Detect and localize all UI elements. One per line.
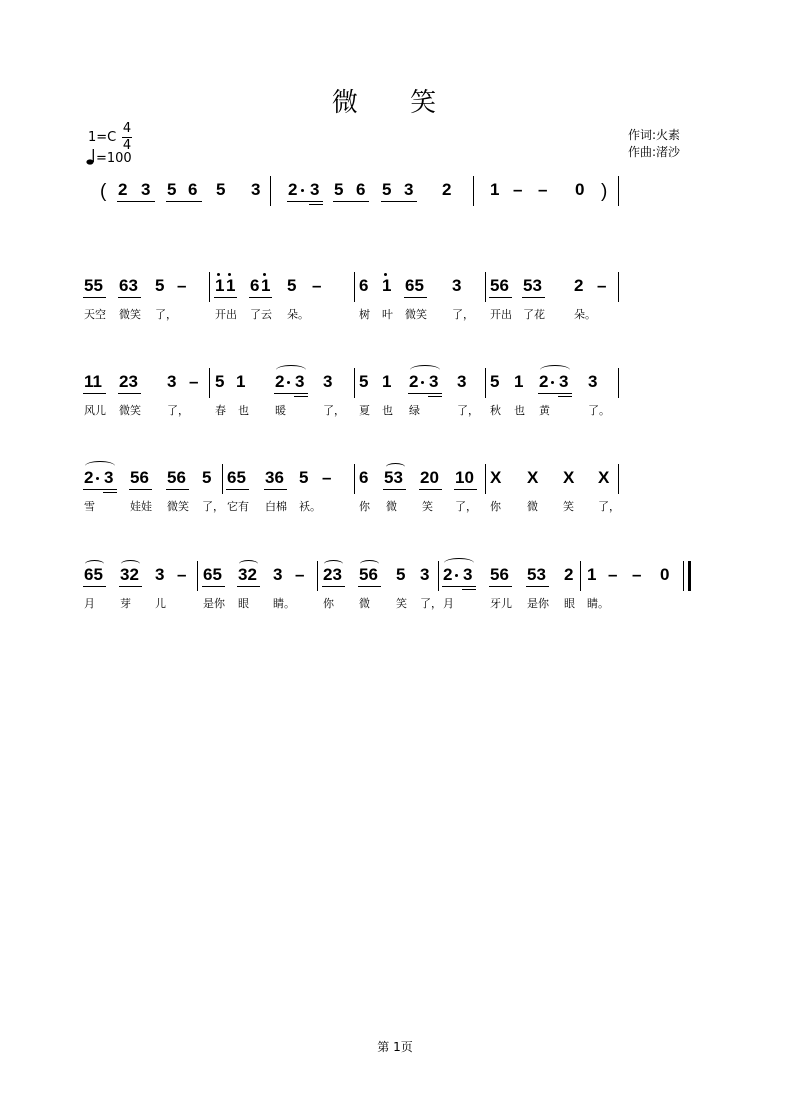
tempo-mark	[86, 148, 132, 166]
song-title: 微 笑	[331, 88, 459, 118]
lyricist-credit: 作词:火素	[628, 128, 681, 142]
quarter-note-icon	[86, 148, 96, 166]
key-signature: 1=C	[88, 130, 117, 145]
tempo-value: =100	[96, 151, 132, 166]
page-footer: 第 1页	[377, 1040, 413, 1054]
score-page: 微 笑 1=C 4 4 =100 作词:火素 作曲:渚沙 ( 2 3 5 6 5 3 2 3 5 6 5 3 2 1 – – 0 ) 55 63 5 – 1 1 6 1 5 – 6 1 65 3 56 53 2 – 天空 微笑 了， 开出 了云 朵。 树 叶 微笑 了， 开出 了花 朵。 11 23 3 – 5 1 2 3 3 5 1 2 3 3 5 1 2 3 3 风儿 微笑 了， 春 也 暖 了， 夏 也 绿 了， 秋 也 黄 了。 2 3 56 56 5 65 36 5 – 6 53 20 10 X X X X 雪 娃娃 微笑 了， 它有 白棉 袄。 你 微 笑 了， 你 微 笑 了， 65 32 3 – 65 32 3 – 23 56 5 3 2 3 56 53 2 1 – – 0 月 芽 儿 是你 眼 睛。 你 微 笑 了， 月 牙儿 是你 眼 睛。 第 1页	[0, 0, 790, 1119]
credits	[628, 127, 680, 161]
composer-credit: 作曲:渚沙	[628, 145, 681, 159]
time-signature-denominator: 4	[122, 138, 132, 153]
time-signature-numerator: 4	[122, 121, 132, 136]
